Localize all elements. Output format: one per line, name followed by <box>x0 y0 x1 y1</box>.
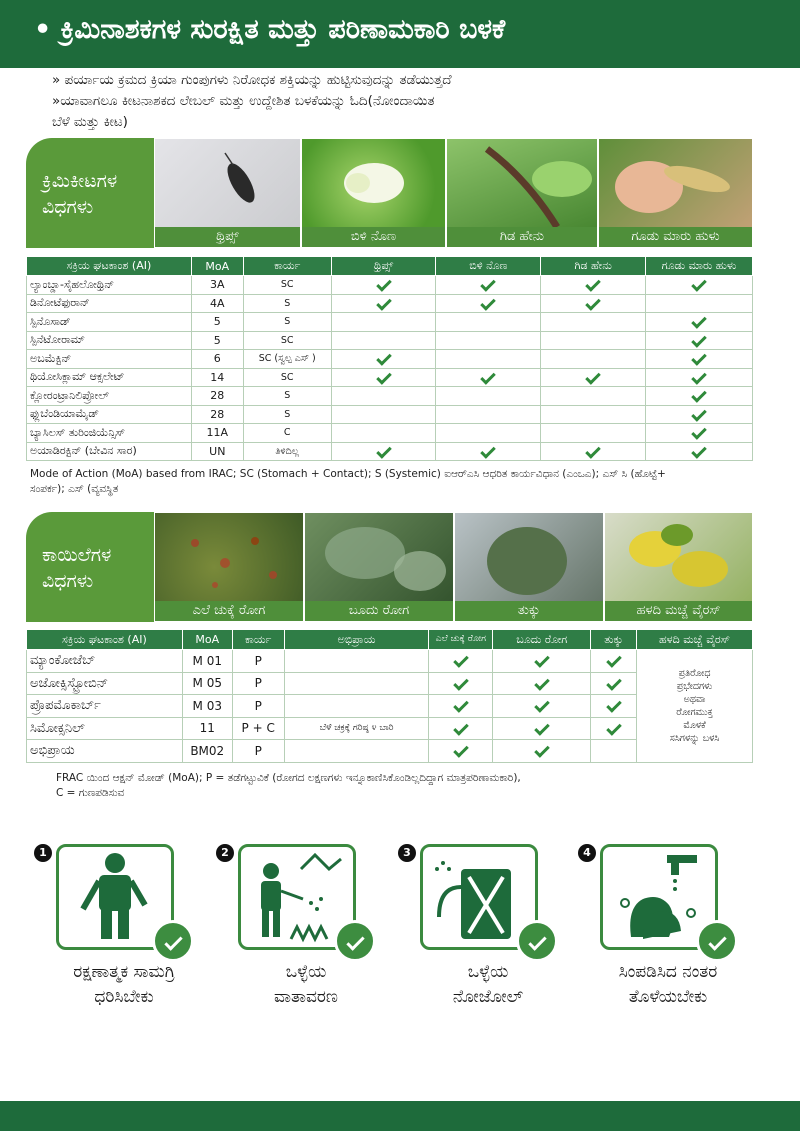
page-footer <box>0 1101 800 1131</box>
photo-caption: ಬೂದು ರೋಗ <box>305 601 453 621</box>
moa-cell: 11 <box>182 717 232 740</box>
check-icon <box>606 720 622 736</box>
check-icon <box>585 295 601 311</box>
check-icon <box>481 369 497 385</box>
col-header: ಅಭಿಪ್ರಾಯ <box>284 630 429 650</box>
check-icon <box>585 276 601 292</box>
virus-note: ಪ್ರತಿರೋಧ ಪ್ರಭೇದಗಳು ಅಥವಾ ರೋಗಮುಕ್ತ ಮೊಳಕೆ ಸಸಿಗಳನ್ನು ಬಳಸಿ <box>637 650 753 763</box>
check-cell <box>436 313 541 332</box>
page-title: • ಕ್ರಿಮಿನಾಶಕಗಳ ಸುರಕ್ಷಿತ ಮತ್ತು ಪರಿಣಾಮಕಾರಿ ಬಳಕೆ <box>34 14 506 45</box>
ingredient-name: ಪ್ರೊಪಮೊಕಾರ್ಬ್ <box>27 695 183 718</box>
check-cell <box>541 424 646 443</box>
col-header: MoA <box>182 630 232 650</box>
diseases-band-label: ಕಾಯಿಲೆಗಳ ವಿಧಗಳು <box>26 512 154 622</box>
moa-cell: 28 <box>191 387 243 406</box>
check-cell <box>331 405 436 424</box>
check-cell <box>591 650 637 673</box>
action-cell: P <box>232 650 284 673</box>
check-icon <box>453 652 469 668</box>
check-cell <box>436 368 541 387</box>
check-icon <box>691 276 707 292</box>
check-icon <box>691 387 707 403</box>
check-icon <box>376 295 392 311</box>
photo-caption: ಥ್ರಿಪ್ಸ್ <box>155 227 300 247</box>
thrips-image <box>155 139 301 229</box>
yellow-mosaic-photo <box>604 512 753 622</box>
col-header: ಸಕ್ರಿಯ ಘಟಕಾಂಶ (AI) <box>27 630 183 650</box>
check-icon <box>516 920 558 962</box>
check-icon <box>152 920 194 962</box>
check-cell <box>436 294 541 313</box>
step-number: 2 <box>216 844 234 862</box>
moa-cell: 28 <box>191 405 243 424</box>
remark-cell <box>284 695 429 718</box>
check-cell <box>331 313 436 332</box>
photo-caption: ತುಕ್ಕು <box>455 601 603 621</box>
col-header: ಥ್ರಿಪ್ಸ್ <box>331 257 436 276</box>
moa-cell: M 01 <box>182 650 232 673</box>
check-cell <box>541 294 646 313</box>
col-header: ಬೂದು ರೋಗ <box>493 630 591 650</box>
powdery-mildew-photo <box>304 512 454 622</box>
check-icon <box>481 295 497 311</box>
check-cell <box>591 740 637 763</box>
action-cell: S <box>243 294 331 313</box>
action-cell: C <box>243 424 331 443</box>
photo-caption: ಎಲೆ ಚುಕ್ಕೆ ರೋಗ <box>155 601 303 621</box>
action-cell: SC <box>243 276 331 295</box>
check-cell <box>493 672 591 695</box>
col-header: ತುಕ್ಕು <box>591 630 637 650</box>
moa-cell: 5 <box>191 313 243 332</box>
check-icon <box>606 652 622 668</box>
check-icon <box>691 424 707 440</box>
check-cell <box>436 442 541 461</box>
action-cell: S <box>243 387 331 406</box>
check-cell <box>646 331 753 350</box>
check-cell <box>331 387 436 406</box>
check-icon <box>534 697 550 713</box>
rust-image <box>455 513 604 603</box>
check-cell <box>646 350 753 369</box>
check-cell <box>646 405 753 424</box>
check-cell <box>493 650 591 673</box>
check-cell <box>331 331 436 350</box>
check-cell <box>646 442 753 461</box>
check-cell <box>646 387 753 406</box>
aphid-image <box>447 139 598 229</box>
leaf-spot-photo <box>154 512 304 622</box>
step-number: 1 <box>34 844 52 862</box>
action-cell: ತಿಳಿದಿಲ್ಲ <box>243 442 331 461</box>
pest-table-body <box>27 276 753 461</box>
check-icon <box>691 332 707 348</box>
check-cell <box>493 717 591 740</box>
check-icon <box>376 443 392 459</box>
photo-caption: ಗೂಡು ಮಾರು ಹುಳು <box>599 227 752 247</box>
check-cell <box>436 405 541 424</box>
ingredient-name: ಅಭಿಪ್ರಾಯ <box>27 740 183 763</box>
ingredient-name: ಡಿನೋಟೆಫುರಾನ್ <box>27 294 192 313</box>
check-cell <box>436 387 541 406</box>
check-cell <box>591 717 637 740</box>
check-icon <box>606 675 622 691</box>
pests-band <box>26 138 753 248</box>
yellow-mosaic-image <box>605 513 753 603</box>
step-text: ರಕ್ಷಣಾತ್ಮಕ ಸಾಮಗ್ರಿ ಧರಿಸಿಬೇಕು <box>73 962 175 1007</box>
ingredient-name: ಅಜೋಕ್ಸಿಸ್ಟ್ರೋಬಿನ್ <box>27 672 183 695</box>
check-cell <box>541 350 646 369</box>
check-cell <box>646 424 753 443</box>
ingredient-name: ಬ್ಯಾಸಿಲಸ್ ತುರಿಂಜಿಯೆನ್ಸಿಸ್ <box>27 424 192 443</box>
action-cell: SC <box>243 368 331 387</box>
leafminer-photo <box>598 138 753 248</box>
moa-cell: M 05 <box>182 672 232 695</box>
moa-cell: 5 <box>191 331 243 350</box>
leaf-spot-image <box>155 513 304 603</box>
disease-footnote: FRAC ಯಿಂದ ಆಕ್ಷನ್ ಮೋಡ್ (MoA); P = ತಡೆಗಟ್ಟುವಿಕೆ (ರೋಗದ ಲಕ್ಷಣಗಳು ಇನ್ನೂಕಾಣಿಸಿಕೊಂಡಿಲ್ಲದಿದ್ದಾಗ ಮಾತ್ರಪರಿಣಾಮಕಾರಿ), C = ಗುಣಪಡಿಸುವ <box>56 772 521 799</box>
ingredient-name: ಲ್ಯಾಂಬ್ಡಾ-ಸೈಹಲೋಥ್ರಿನ್ <box>27 276 192 295</box>
moa-cell: 6 <box>191 350 243 369</box>
ingredient-name: ಸಿಮೋಕ್ಸನಿಲ್ <box>27 717 183 740</box>
table-row <box>27 405 753 424</box>
col-header: ಕಾರ್ಯ <box>243 257 331 276</box>
check-cell <box>331 442 436 461</box>
check-cell <box>541 276 646 295</box>
check-cell <box>541 313 646 332</box>
check-icon <box>691 369 707 385</box>
check-icon <box>696 920 738 962</box>
check-cell <box>331 276 436 295</box>
check-cell <box>331 350 436 369</box>
table-row <box>27 424 753 443</box>
pest-table <box>26 256 753 461</box>
check-cell <box>436 350 541 369</box>
col-header: ಹಳದಿ ಮಚ್ಚೆ ವೈರಸ್ <box>637 630 753 650</box>
col-header: ಗೂಡು ಮಾರು ಹುಳು <box>646 257 753 276</box>
disease-table <box>26 629 753 763</box>
pest-footnote: Mode of Action (MoA) based from IRAC; SC (Stomach + Contact); S (Systemic) ಐಆರ್‌ಎಸಿ ಆಧರಿತ ಕಾರ್ಯವಿಧಾನ (ಎಂಒಎ); ಎಸ್ ಸಿ (ಹೊಟ್ಟೆ+ ಸಂಪರ್ಕ); ಎಸ್ (ವ್ಯವಸ್ಥಿತ <box>30 468 666 495</box>
leafminer-image <box>599 139 753 229</box>
disease-table-body <box>27 650 753 763</box>
action-cell: P <box>232 672 284 695</box>
moa-cell: UN <box>191 442 243 461</box>
action-cell: P + C <box>232 717 284 740</box>
remark-cell: ಬೆಳೆ ಚಕ್ರಕ್ಕೆ ಗರಿಷ್ಠ ೪ ಬಾರಿ <box>284 717 429 740</box>
step-number: 4 <box>578 844 596 862</box>
check-icon <box>481 443 497 459</box>
check-icon <box>376 369 392 385</box>
remark-cell <box>284 740 429 763</box>
powdery-mildew-image <box>305 513 454 603</box>
action-cell: S <box>243 313 331 332</box>
photo-caption: ಬಿಳಿ ನೊಣ <box>302 227 445 247</box>
check-cell <box>429 650 493 673</box>
ingredient-name: ಅಯಾಡಿರಕ್ಟಿನ್ (ಬೇವಿನ ಸಾರ) <box>27 442 192 461</box>
page-header <box>0 0 800 68</box>
check-cell <box>436 331 541 350</box>
check-icon <box>481 276 497 292</box>
ingredient-name: ಥಿಯೋಸಿಕ್ಲಾಮ್ ಆಕ್ಸಲೇಟ್ <box>27 368 192 387</box>
check-icon <box>691 313 707 329</box>
table-row <box>27 350 753 369</box>
rust-photo <box>454 512 604 622</box>
check-cell <box>646 294 753 313</box>
check-cell <box>493 740 591 763</box>
check-cell <box>541 442 646 461</box>
intro-notes <box>52 70 732 133</box>
col-header: ಬಿಳಿ ನೊಣ <box>436 257 541 276</box>
col-header: ಸಕ್ರಿಯ ಘಟಕಾಂಶ (AI) <box>27 257 192 276</box>
table-row <box>27 294 753 313</box>
ingredient-name: ಸ್ಪಿನೊಸಾಡ್ <box>27 313 192 332</box>
moa-cell: 14 <box>191 368 243 387</box>
whitefly-photo <box>301 138 446 248</box>
check-icon <box>534 742 550 758</box>
check-cell <box>493 695 591 718</box>
check-icon <box>334 920 376 962</box>
col-header: ಗಿಡ ಹೇನು <box>541 257 646 276</box>
moa-cell: 11A <box>191 424 243 443</box>
check-icon <box>453 675 469 691</box>
table-row <box>27 650 753 673</box>
check-cell <box>429 717 493 740</box>
table-row <box>27 387 753 406</box>
table-row <box>27 276 753 295</box>
check-icon <box>606 697 622 713</box>
check-icon <box>691 406 707 422</box>
photo-caption: ಗಿಡ ಹೇನು <box>447 227 597 247</box>
step-number: 3 <box>398 844 416 862</box>
col-header: MoA <box>191 257 243 276</box>
check-cell <box>436 276 541 295</box>
action-cell: P <box>232 695 284 718</box>
check-cell <box>591 672 637 695</box>
check-cell <box>646 276 753 295</box>
check-cell <box>429 672 493 695</box>
ingredient-name: ಕ್ಲೋರಂಟ್ರಾನಿಲಿಪ್ರೋಲ್ <box>27 387 192 406</box>
ingredient-name: ಸ್ಪಿನೆಟೋರಾಮ್ <box>27 331 192 350</box>
check-icon <box>534 675 550 691</box>
check-cell <box>436 424 541 443</box>
step-text: ಒಳ್ಳೆಯ ನೋಜೋಲ್ <box>452 962 524 1007</box>
check-cell <box>331 294 436 313</box>
table-row <box>27 331 753 350</box>
step-text: ಒಳ್ಳೆಯ ವಾತಾವರಣ <box>274 962 338 1007</box>
table-row <box>27 313 753 332</box>
intro-line: » ಪರ್ಯಾಯ ಕ್ರಮದ ಕ್ರಿಯಾ ಗುಂಪುಗಳು ನಿರೋಧಕ ಶಕ್ತಿಯನ್ನು ಹುಟ್ಟಿಸುವುದನ್ನು ತಡೆಯುತ್ತದೆ <box>52 72 452 88</box>
diseases-band <box>26 512 753 622</box>
check-icon <box>453 697 469 713</box>
check-cell <box>646 313 753 332</box>
check-cell <box>646 368 753 387</box>
col-header: ಕಾರ್ಯ <box>232 630 284 650</box>
thrips-photo <box>154 138 301 248</box>
check-cell <box>591 695 637 718</box>
check-icon <box>453 720 469 736</box>
action-cell: P <box>232 740 284 763</box>
check-icon <box>585 443 601 459</box>
aphid-photo <box>446 138 598 248</box>
check-cell <box>541 331 646 350</box>
check-icon <box>453 742 469 758</box>
action-cell: SC <box>243 331 331 350</box>
intro-line: »ಯಾವಾಗಲೂ ಕೀಟನಾಶಕದ ಲೇಬಲ್ ಮತ್ತು ಉದ್ದೇಶಿತ ಬಳಕೆಯನ್ನು ಓದಿ(ನೋಂದಾಯಿತ <box>52 93 435 109</box>
check-cell <box>331 368 436 387</box>
check-icon <box>534 652 550 668</box>
moa-cell: M 03 <box>182 695 232 718</box>
step-text: ಸಿಂಪಡಿಸಿದ ನಂತರ ತೊಳೆಯಬೇಕು <box>618 962 718 1007</box>
check-cell <box>331 424 436 443</box>
check-icon <box>376 350 392 366</box>
whitefly-image <box>302 139 446 229</box>
check-icon <box>691 350 707 366</box>
check-cell <box>541 387 646 406</box>
table-row <box>27 442 753 461</box>
col-header: ಎಲೆ ಚುಕ್ಕೆ ರೋಗ <box>429 630 493 650</box>
check-cell <box>429 740 493 763</box>
pests-band-label: ಕ್ರಿಮಿಕೀಟಗಳ ವಿಧಗಳು <box>26 138 154 248</box>
action-cell: S <box>243 405 331 424</box>
check-cell <box>429 695 493 718</box>
moa-cell: 3A <box>191 276 243 295</box>
moa-cell: 4A <box>191 294 243 313</box>
check-icon <box>376 276 392 292</box>
ingredient-name: ಫ್ಲುಬೆಂಡಿಯಾಮೈಡ್ <box>27 405 192 424</box>
check-cell <box>541 368 646 387</box>
action-cell: SC (ಸ್ವಲ್ಪ ಎಸ್ ) <box>243 350 331 369</box>
moa-cell: BM02 <box>182 740 232 763</box>
photo-caption: ಹಳದಿ ಮಚ್ಚೆ ವೈರಸ್ <box>605 601 752 621</box>
check-icon <box>534 720 550 736</box>
ingredient-name: ಮ್ಯಾಂಕೋಜೆಬ್ <box>27 650 183 673</box>
table-row <box>27 368 753 387</box>
remark-cell <box>284 650 429 673</box>
remark-cell <box>284 672 429 695</box>
check-cell <box>541 405 646 424</box>
check-icon <box>691 443 707 459</box>
ingredient-name: ಅಬಮೆಕ್ಟಿನ್ <box>27 350 192 369</box>
check-icon <box>585 369 601 385</box>
intro-line: ಬೆಳೆ ಮತ್ತು ಕೀಟ) <box>52 114 128 130</box>
